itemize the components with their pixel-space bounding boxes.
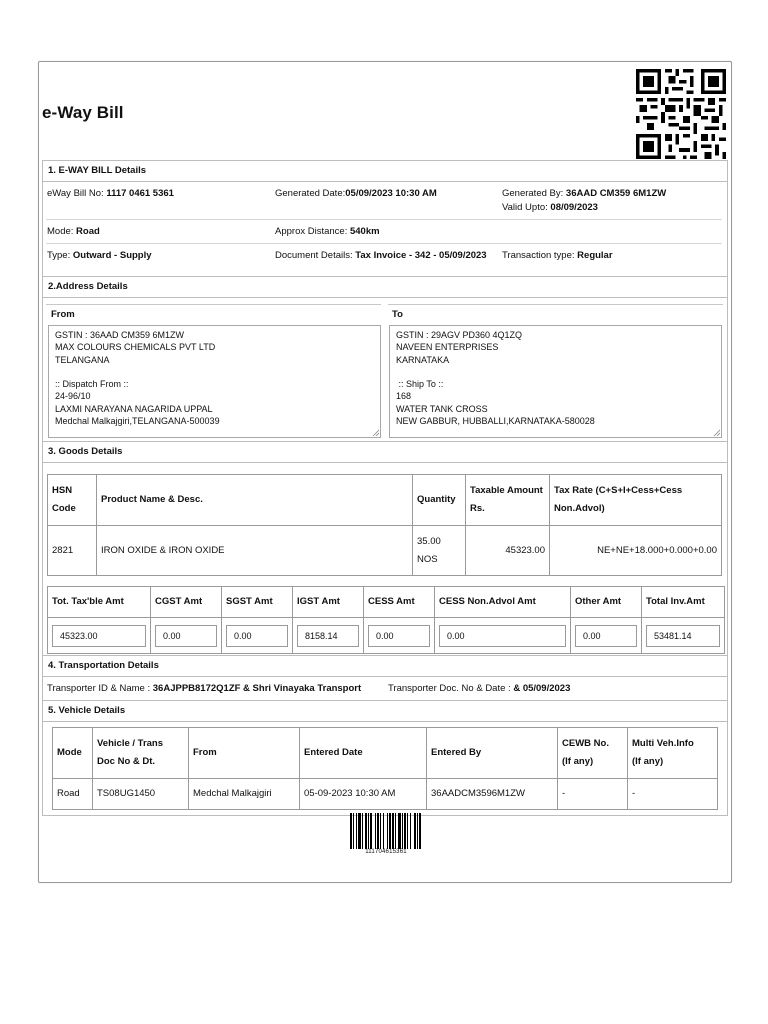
- total-taxable-value: 45323.00: [52, 625, 146, 647]
- tax-rate-header: Tax Rate (C+S+I+Cess+Cess Non.Advol): [550, 475, 722, 526]
- entered-date: 05-09-2023 10:30 AM: [300, 779, 427, 810]
- from-blank: [55, 366, 374, 378]
- vehicle-from: Medchal Malkajgiri: [189, 779, 300, 810]
- goods-table: [47, 474, 722, 576]
- section-transportation-details: 4. Transportation Details: [42, 655, 728, 677]
- section-goods-details: 3. Goods Details: [42, 441, 728, 463]
- approx-distance: Approx Distance: 540km: [275, 226, 380, 237]
- multi-veh-info: -: [628, 779, 718, 810]
- barcode: [350, 813, 422, 849]
- table-row: [48, 526, 722, 576]
- quantity-header: Quantity: [413, 475, 466, 526]
- barcode-number: 111704615361: [365, 849, 407, 855]
- to-address-line-3: NEW GABBUR, HUBBALLI,KARNATAKA-580028: [396, 416, 595, 427]
- vehicle-table: [52, 727, 718, 810]
- taxable-amount: 45323.00: [466, 526, 550, 576]
- from-state: TELANGANA: [55, 354, 110, 365]
- resize-handle-icon[interactable]: [372, 429, 379, 436]
- hsn-code: 2821: [48, 526, 97, 576]
- cgst-value: 0.00: [155, 625, 217, 647]
- other-amount-header: Other Amt: [571, 587, 642, 618]
- to-address-line-1: 168: [396, 391, 412, 402]
- transport-mode: Mode: Road: [47, 226, 100, 237]
- cgst-header: CGST Amt: [151, 587, 222, 618]
- cewb-header: CEWB No. (If any): [558, 728, 628, 779]
- vehicle-from-header: From: [189, 728, 300, 779]
- generated-date: Generated Date:05/09/2023 10:30 AM: [275, 188, 437, 199]
- entered-date-header: Entered Date: [300, 728, 427, 779]
- total-invoice-header: Total Inv.Amt: [642, 587, 725, 618]
- to-company: NAVEEN ENTERPRISES: [396, 342, 499, 353]
- total-taxable-header: Tot. Tax'ble Amt: [48, 587, 151, 618]
- valid-upto: Valid Upto: 08/09/2023: [502, 202, 598, 213]
- supply-type: Type: Outward - Supply: [47, 250, 152, 261]
- sgst-header: SGST Amt: [222, 587, 293, 618]
- to-address-box[interactable]: [389, 325, 722, 438]
- entered-by-header: Entered By: [427, 728, 558, 779]
- from-heading: From: [51, 309, 75, 320]
- resize-handle-icon[interactable]: [713, 429, 720, 436]
- cess-nonadvol-value: 0.00: [439, 625, 566, 647]
- page-title: e-Way Bill: [42, 103, 124, 122]
- table-row: [48, 618, 725, 654]
- product-header: Product Name & Desc.: [97, 475, 413, 526]
- dispatch-from-label: :: Dispatch From ::: [55, 379, 129, 390]
- totals-table: [47, 586, 725, 654]
- product-name: IRON OXIDE & IRON OXIDE: [97, 526, 413, 576]
- cess-value: 0.00: [368, 625, 430, 647]
- cewb-number: -: [558, 779, 628, 810]
- to-blank: [396, 366, 715, 378]
- igst-header: IGST Amt: [293, 587, 364, 618]
- cess-header: CESS Amt: [364, 587, 435, 618]
- section-address-details: 2.Address Details: [42, 276, 728, 298]
- transporter-doc: Transporter Doc. No & Date : & 05/09/2023: [388, 683, 571, 694]
- to-address-line-2: WATER TANK CROSS: [396, 403, 488, 414]
- ewb-number: eWay Bill No: 1117 0461 5361: [47, 188, 174, 199]
- transaction-type: Transaction type: Regular: [502, 250, 613, 261]
- cess-nonadvol-header: CESS Non.Advol Amt: [435, 587, 571, 618]
- document-details: Document Details: Tax Invoice - 342 - 05/09/2023: [275, 250, 487, 261]
- from-address-line-3: Medchal Malkajgiri,TELANGANA-500039: [55, 416, 220, 427]
- section-ewb-details: 1. E-WAY BILL Details: [42, 160, 728, 182]
- to-gstin: GSTIN : 29AGV PD360 4Q1ZQ: [396, 330, 523, 340]
- quantity: 35.00 NOS: [413, 526, 466, 576]
- other-amount-value: 0.00: [575, 625, 637, 647]
- igst-value: 8158.14: [297, 625, 359, 647]
- hsn-header: HSN Code: [48, 475, 97, 526]
- transporter-id: Transporter ID & Name : 36AJPPB8172Q1ZF & Shri Vinayaka Transport: [47, 683, 362, 694]
- vehicle-no-header: Vehicle / Trans Doc No & Dt.: [93, 728, 189, 779]
- vehicle-number: TS08UG1450: [93, 779, 189, 810]
- taxable-amount-header: Taxable Amount Rs.: [466, 475, 550, 526]
- entered-by: 36AADCM3596M1ZW: [427, 779, 558, 810]
- sgst-value: 0.00: [226, 625, 288, 647]
- from-company: MAX COLOURS CHEMICALS PVT LTD: [55, 342, 216, 353]
- from-gstin: GSTIN : 36AAD CM359 6M1ZW: [55, 330, 185, 340]
- qr-code: [634, 69, 728, 159]
- from-address-box[interactable]: [48, 325, 381, 438]
- multi-veh-header: Multi Veh.Info (If any): [628, 728, 718, 779]
- to-state: KARNATAKA: [396, 354, 450, 365]
- from-address-line-1: 24-96/10: [55, 391, 91, 402]
- tax-rate: NE+NE+18.000+0.000+0.00: [550, 526, 722, 576]
- to-heading: To: [392, 309, 403, 320]
- from-address-line-2: LAXMI NARAYANA NAGARIDA UPPAL: [55, 403, 213, 414]
- ship-to-label: :: Ship To ::: [396, 379, 444, 390]
- section-vehicle-details: 5. Vehicle Details: [42, 700, 728, 722]
- generated-by: Generated By: 36AAD CM359 6M1ZW: [502, 188, 667, 199]
- total-invoice-value: 53481.14: [646, 625, 720, 647]
- vehicle-mode: Road: [53, 779, 93, 810]
- table-row: [53, 779, 718, 810]
- vehicle-mode-header: Mode: [53, 728, 93, 779]
